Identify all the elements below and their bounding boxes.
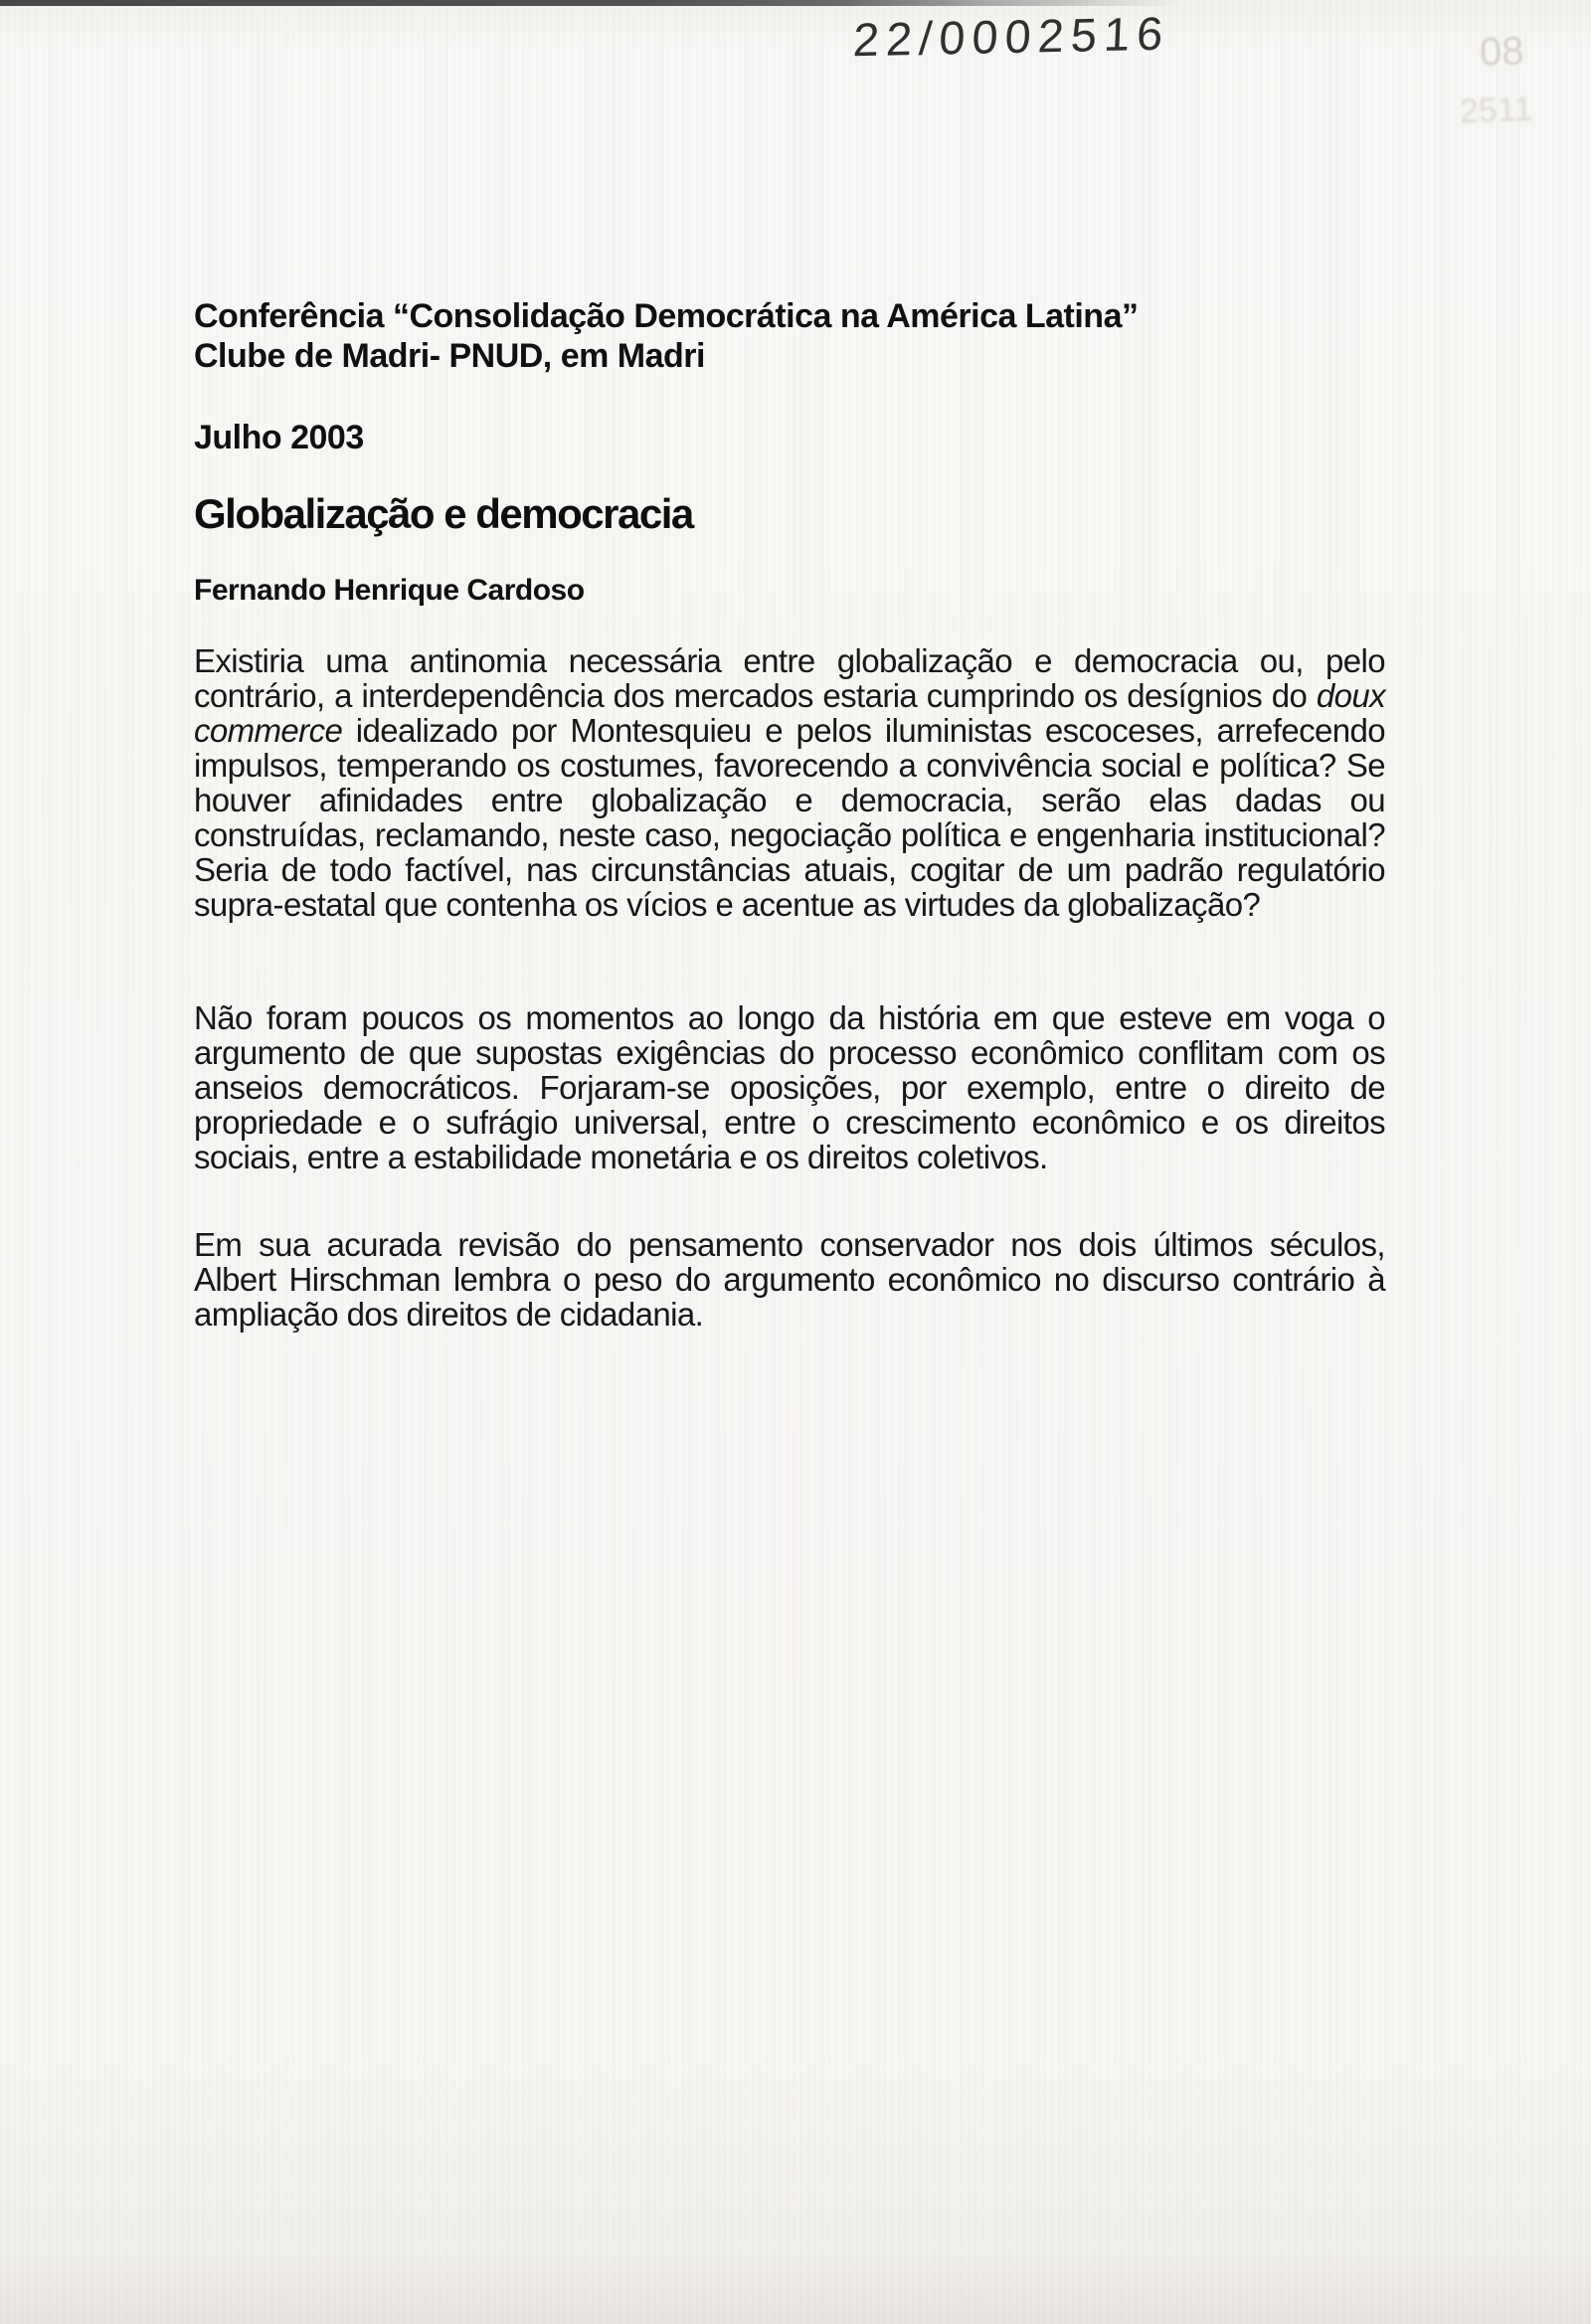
conference-organizer-line: Clube de Madri- PNUD, em Madri [194,337,705,375]
ghost-stamp-mark: 08 [1479,29,1525,75]
document-date: Julho 2003 [194,419,364,456]
paragraph-text: Existiria uma antinomia necessária entre globalização e democracia ou, pelo contrário, a interdependência dos mercados estaria cumprindo os desígnios do [194,642,1385,714]
handwritten-file-number: 22/0002516 [851,6,1171,67]
paragraph: Em sua acurada revisão do pensamento conservador nos dois últimos séculos, Albert Hirschman lembra o peso do argumento econômico no discurso contrário à ampliação dos direitos de cidadania. [194,1226,1385,1333]
ghost-stamp-mark: 2511 [1459,89,1533,131]
document-title: Globalização e democracia [194,490,693,537]
paragraph-text: idealizado por Montesquieu e pelos iluministas escoceses, arrefecendo impulsos, temperando os costumes, favorecendo a convivência social e política? Se houver afinidades entre globalização e democracia, serão elas dadas ou construídas, reclamando, neste caso, negociação política e engenharia institucional? Seria de todo factível, nas circunstâncias atuais, cogitar de um padrão regulatório supra-estatal que contenha os vícios e acentue as virtudes da globalização? [194,712,1385,923]
scan-edge-artifact [0,0,1178,6]
conference-title-line: Conferência “Consolidação Democrática na América Latina” [194,297,1139,335]
conference-header [194,296,1385,376]
author-name: Fernando Henrique Cardoso [194,574,585,607]
paragraph-italic-phrase: doux commerce [194,677,1385,749]
paragraph: Não foram poucos os momentos ao longo da história em que esteve em voga o argumento de que supostas exigências do processo econômico conflitam com os anseios democráticos. Forjaram-se oposições, por exemplo, entre o direito de propriedade e o sufrágio universal, entre o crescimento econômico e os direitos sociais, entre a estabilidade monetária e os direitos coletivos. [194,999,1385,1175]
paragraph [194,643,1385,922]
